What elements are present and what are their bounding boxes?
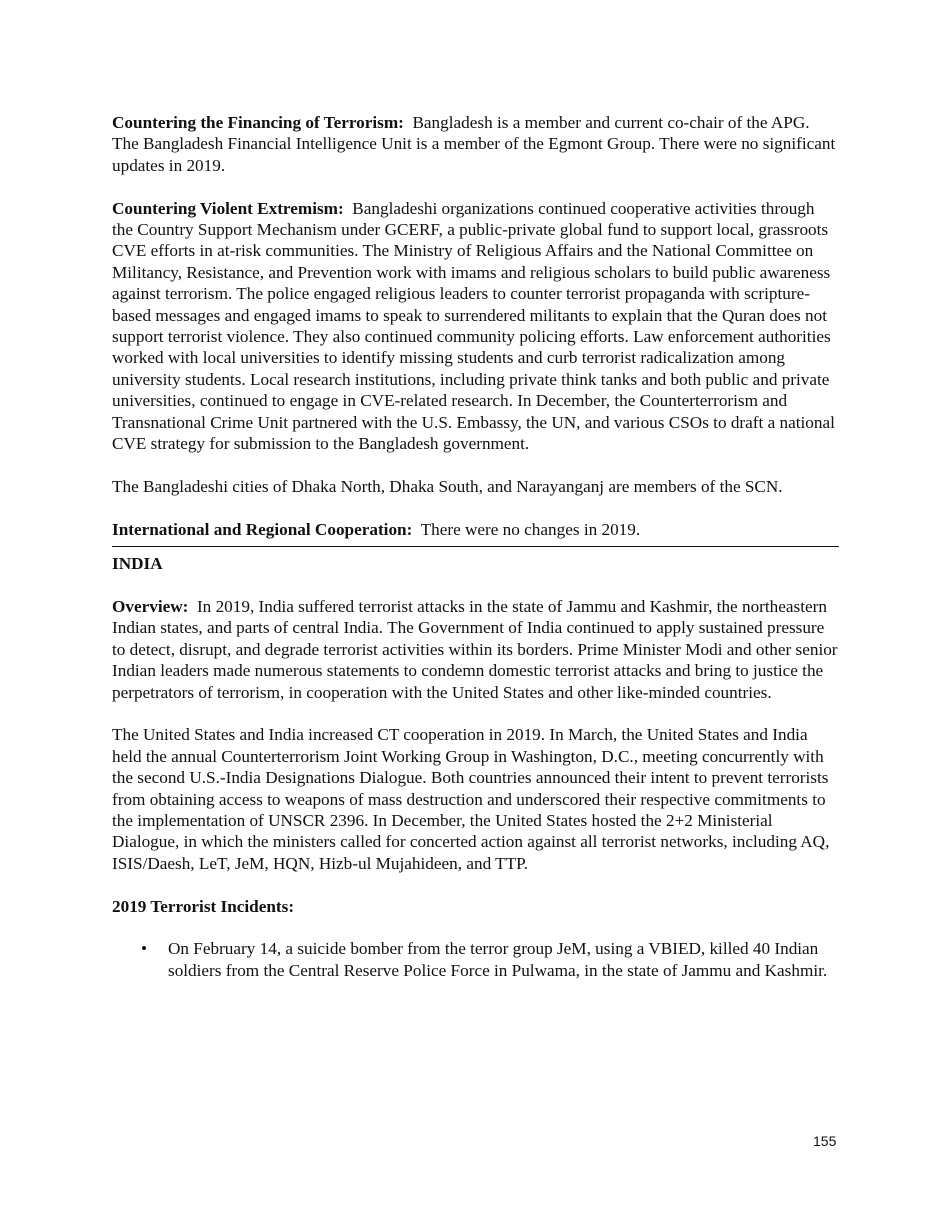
cve-paragraph xyxy=(112,198,838,455)
intl-label: International and Regional Cooperation: xyxy=(112,519,413,539)
overview-text: In 2019, India suffered terrorist attacks in the state of Jammu and Kashmir, the northeastern Indian states, and parts of central India. The Government of India continued to apply sustained pressure to detect, disrupt, and degrade terrorist activities within its borders. Prime Minister Modi and other senior Indian leaders made numerous statements to condemn domestic terrorist attacks and bring to justice the perpetrators of terrorism, in cooperation with the United States and other like-minded countries. xyxy=(112,596,838,702)
incident-text: On February 14, a suicide bomber from the terror group JeM, using a VBIED, killed 40 Indian soldiers from the Central Reserve Police Force in Pulwama, in the state of Jammu and Kashmir. xyxy=(168,939,828,980)
cft-text: Bangladesh is a member and current co-chair of the APG. The Bangladesh Financial Intelligence Unit is a member of the Egmont Group. There were no significant updates in 2019. xyxy=(112,113,836,175)
incidents-heading-text: 2019 Terrorist Incidents: xyxy=(112,896,295,916)
cft-paragraph xyxy=(112,112,838,176)
document-page xyxy=(112,112,838,981)
incidents-heading xyxy=(112,896,838,917)
list-item xyxy=(141,938,838,981)
cft-label: Countering the Financing of Terrorism: xyxy=(112,113,404,132)
cve-label: Countering Violent Extremism: xyxy=(112,198,344,218)
overview-paragraph xyxy=(112,596,838,703)
intl-paragraph xyxy=(112,519,838,540)
intl-text: There were no changes in 2019. xyxy=(420,519,641,539)
cooperation-paragraph: The United States and India increased CT cooperation in 2019. In March, the United States and India held the annual Counterterrorism Joint Working Group in Washington, D.C., meeting concurrently with the second U.S.-India Designations Dialogue. Both countries announced their intent to prevent terrorists from obtaining access to weapons of mass destruction and underscored their respective commitments to the implementation of UNSCR 2396. In December, the United States hosted the 2+2 Ministerial Dialogue, in which the ministers called for concerted action against all terrorist networks, including AQ, ISIS/Daesh, LeT, JeM, HQN, Hizb-ul Mujahideen, and TTP. xyxy=(112,725,830,873)
overview-label: Overview: xyxy=(112,596,189,616)
bullet-icon: • xyxy=(141,939,148,959)
incidents-list xyxy=(112,938,838,981)
page-number: 155 xyxy=(813,1133,837,1149)
scn-paragraph: The Bangladeshi cities of Dhaka North, Dhaka South, and Narayanganj are members of the SCN. xyxy=(112,476,783,496)
india-heading: INDIA xyxy=(112,554,163,574)
cve-text: Bangladeshi organizations continued cooperative activities through the Country Support Mechanism under GCERF, a public-private global fund to support local, grassroots CVE efforts in at-risk communities. The Ministry of Religious Affairs and the National Committee on Militancy, Resistance, and Prevention work with imams and religious scholars to build public awareness against terrorism. The police engaged religious leaders to counter terrorist propaganda with scripture-based messages and engaged imams to speak to surrendered militants to explain that the Quran does not support terrorist violence. They also continued community policing efforts. Law enforcement authorities worked with local universities to identify missing students and curb terrorist radicalization among university students. Local research institutions, including private think tanks and both public and private universities, continued to engage in CVE-related research. In December, the Counterterrorism and Transnational Crime Unit partnered with the U.S. Embassy, the UN, and various CSOs to draft a national CVE strategy for submission to the Bangladesh government. xyxy=(112,198,835,454)
section-divider xyxy=(112,546,839,547)
